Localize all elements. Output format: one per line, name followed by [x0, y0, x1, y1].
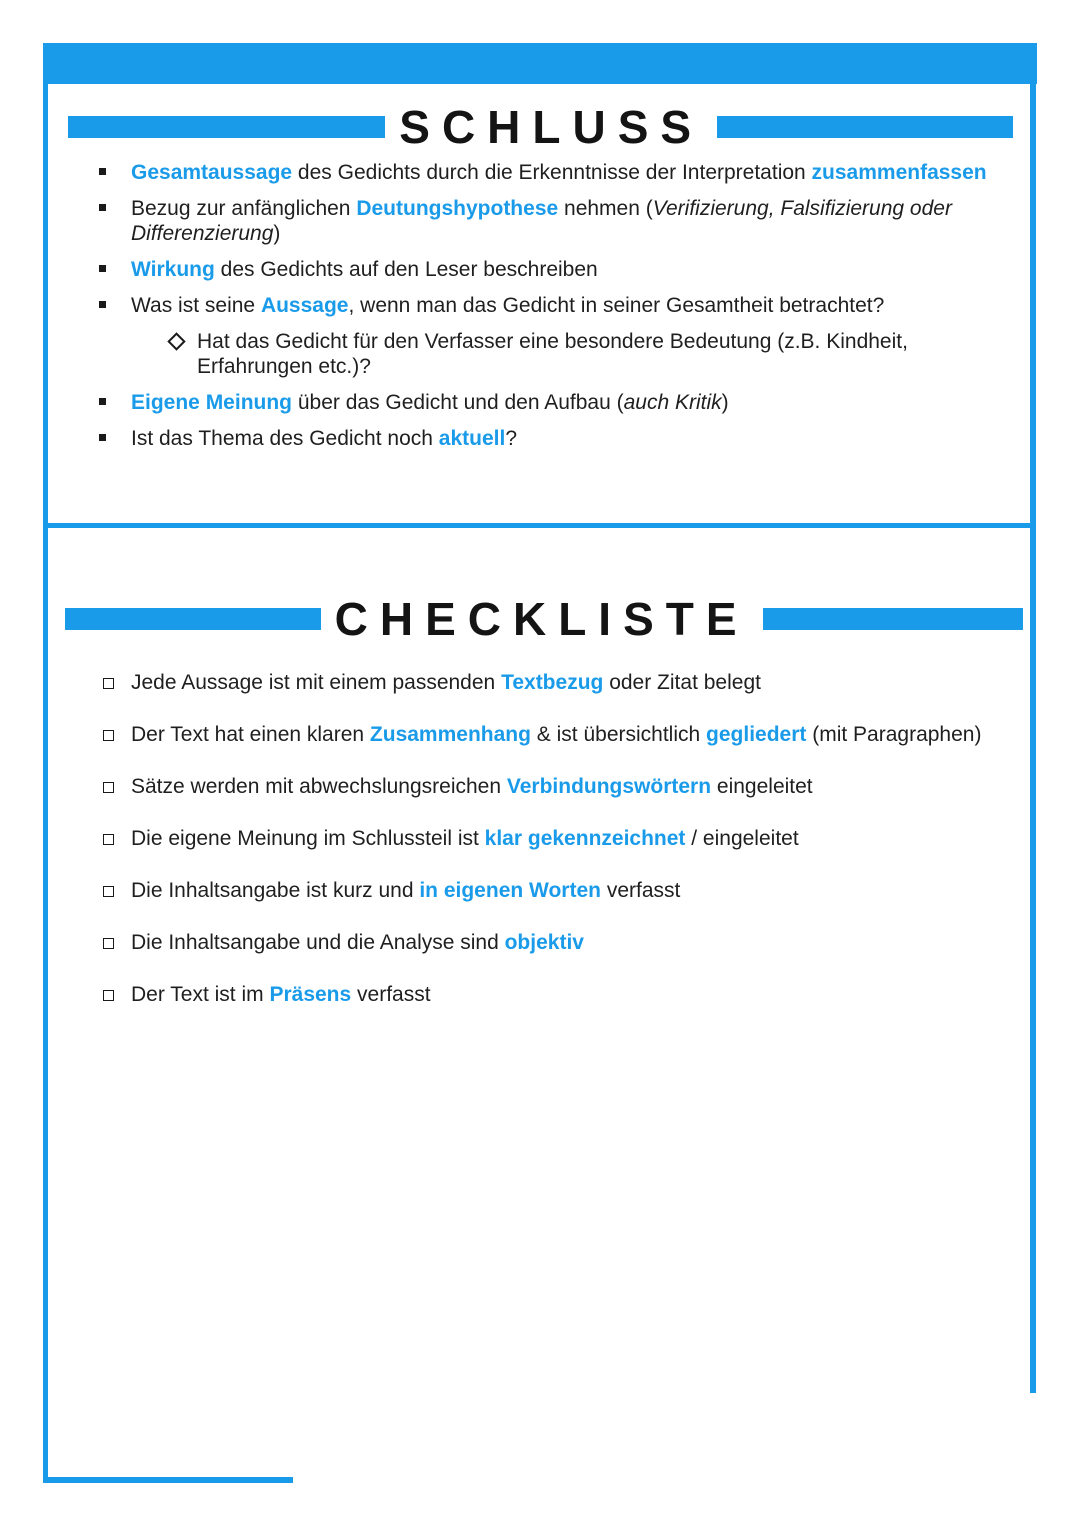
item-text: des Gedichts auf den Leser beschreiben — [214, 258, 598, 281]
square-bullet-icon — [99, 434, 106, 441]
item-text: ) — [721, 391, 729, 414]
item-text: verfasst — [600, 879, 681, 902]
item-text: nehmen ( — [558, 197, 653, 220]
list-item — [131, 196, 1011, 246]
schluss-list — [131, 160, 1011, 462]
item-text: Der Text hat einen klaren — [131, 723, 370, 746]
schluss-heading: SCHLUSS — [399, 101, 704, 153]
highlight-text: Textbezug — [501, 671, 604, 694]
checklist-item — [131, 722, 1031, 774]
schluss-heading-row — [68, 101, 1013, 153]
checkliste-list — [131, 670, 1031, 1034]
highlight-text: in eigenen Worten — [419, 879, 601, 902]
sub-list-item — [197, 329, 1011, 379]
item-text: (mit Paragraphen) — [806, 723, 982, 746]
highlight-text: aktuell — [438, 427, 506, 450]
italic-text: auch Kritik — [623, 391, 722, 414]
item-text: eingeleitet — [711, 775, 813, 798]
highlight-text: Eigene Meinung — [131, 391, 293, 414]
item-text: ) — [273, 222, 281, 245]
checkliste-heading-row — [65, 593, 1023, 645]
list-item — [131, 257, 1011, 282]
item-text: des Gedichts durch die Erkenntnisse der Interpretation — [292, 161, 812, 184]
highlight-text: Deutungshypothese — [356, 197, 559, 220]
frame-bottom-border — [43, 1477, 293, 1483]
item-text: Der Text ist im — [131, 983, 270, 1006]
highlight-text: objektiv — [504, 931, 584, 954]
checkbox-icon — [103, 990, 114, 1001]
frame-left-border — [43, 43, 48, 1483]
square-bullet-icon — [99, 265, 106, 272]
highlight-text: Präsens — [269, 983, 352, 1006]
item-text: Die Inhaltsangabe und die Analyse sind — [131, 931, 505, 954]
square-bullet-icon — [99, 301, 106, 308]
highlight-text: klar gekennzeichnet — [484, 827, 686, 850]
highlight-text: gegliedert — [706, 723, 807, 746]
section-divider — [48, 523, 1031, 528]
checklist-item — [131, 982, 1031, 1034]
square-bullet-icon — [99, 204, 106, 211]
item-text: Die Inhaltsangabe ist kurz und — [131, 879, 420, 902]
item-text: / eingeleitet — [685, 827, 799, 850]
square-bullet-icon — [99, 168, 106, 175]
item-text: oder Zitat belegt — [603, 671, 761, 694]
checklist-item — [131, 930, 1031, 982]
item-text: ? — [505, 427, 517, 450]
highlight-text: Aussage — [260, 294, 349, 317]
item-text: & ist übersichtlich — [530, 723, 707, 746]
checkbox-icon — [103, 886, 114, 897]
item-text: Sätze werden mit abwechslungsreichen — [131, 775, 507, 798]
checkliste-heading: CHECKLISTE — [334, 593, 749, 645]
frame-top-bar — [43, 43, 1037, 84]
list-item — [131, 293, 1011, 379]
list-item — [131, 390, 1011, 415]
highlight-text: zusammenfassen — [811, 161, 987, 184]
checkbox-icon — [103, 938, 114, 949]
sub-item-text: Hat das Gedicht für den Verfasser eine besondere Bedeutung (z.B. Kindheit, Erfahrungen etc.)? — [197, 330, 908, 378]
item-text: Die eigene Meinung im Schlussteil ist — [131, 827, 485, 850]
item-text: Ist das Thema des Gedicht noch — [131, 427, 439, 450]
item-text: Jede Aussage ist mit einem passenden — [131, 671, 502, 694]
square-bullet-icon — [99, 398, 106, 405]
item-text: , wenn man das Gedicht in seiner Gesamtheit betrachtet? — [348, 294, 885, 317]
item-text: verfasst — [351, 983, 431, 1006]
highlight-text: Verbindungswörtern — [506, 775, 712, 798]
diamond-bullet-icon — [167, 332, 185, 350]
highlight-text: Zusammenhang — [369, 723, 531, 746]
highlight-text: Gesamtaussage — [131, 161, 293, 184]
heading-bar-right — [717, 116, 1013, 138]
list-item — [131, 160, 1011, 185]
list-item — [131, 426, 1011, 451]
checklist-item — [131, 878, 1031, 930]
heading-bar-right — [763, 608, 1023, 630]
checklist-item — [131, 826, 1031, 878]
item-text: Was ist seine — [131, 294, 261, 317]
checklist-item — [131, 670, 1031, 722]
italic-text: Verifizierung, Falsifizierung oder Differenzierung — [131, 197, 952, 245]
highlight-text: Wirkung — [131, 258, 215, 281]
item-text: über das Gedicht und den Aufbau ( — [292, 391, 624, 414]
checklist-item — [131, 774, 1031, 826]
checkbox-icon — [103, 678, 114, 689]
checkbox-icon — [103, 834, 114, 845]
checkbox-icon — [103, 782, 114, 793]
heading-bar-left — [68, 116, 385, 138]
item-text: Bezug zur anfänglichen — [131, 197, 357, 220]
heading-bar-left — [65, 608, 321, 630]
checkbox-icon — [103, 730, 114, 741]
